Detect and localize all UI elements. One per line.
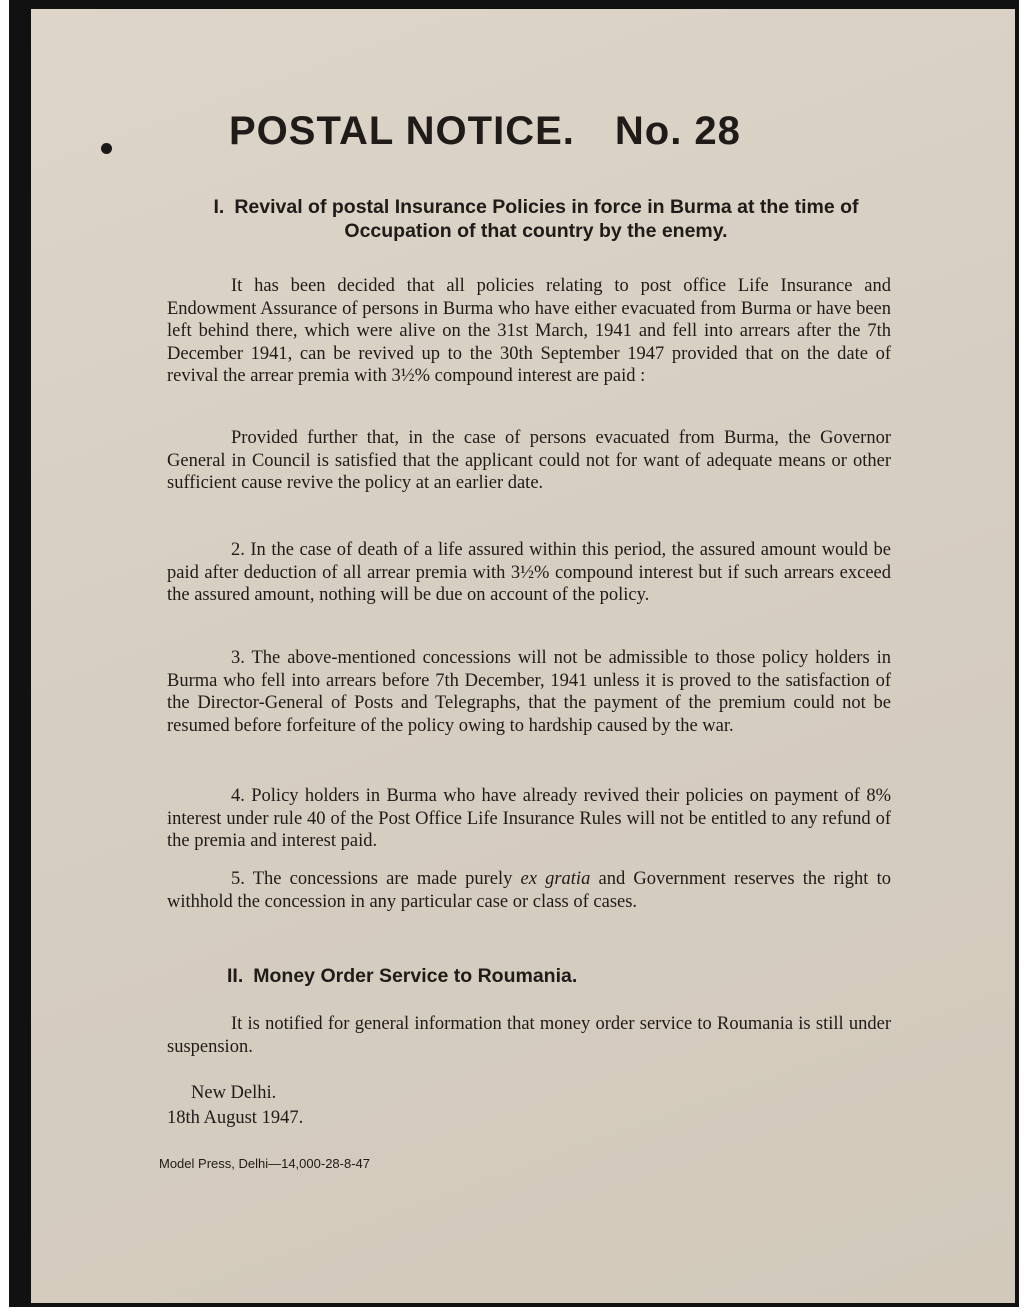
- section-1-numeral: I.: [213, 196, 225, 218]
- section-2-heading-text: Money Order Service to Roumania.: [253, 965, 578, 987]
- section-1-paragraph-4: 4. Policy holders in Burma who have already revived their policies on payment of 8% interest under rule 40 of the Post Office Life Insurance Rules will not be entitled to any refund of the premia and interest paid.: [167, 786, 891, 851]
- section-1-paragraph-3: 3. The above-mentioned concessions will not be admissible to those policy holders in Burma who fell into arrears before 7th December, 1941 unless it is proved to the satisfaction of the Director-General of Posts and Telegraphs, that the payment of the premium could not be resumed before forfeiture of the policy owing to hardship caused by the war.: [167, 648, 891, 736]
- section-1-paragraph-5: 5. The concessions are made purely ex gratia and Government reserves the right to withhold the concession in any particular case or class of cases.: [167, 869, 891, 912]
- punch-hole: [101, 143, 112, 154]
- issue-place: New Delhi.: [191, 1083, 277, 1103]
- notice-sheet: [31, 9, 1015, 1303]
- section-2-body: It is notified for general information that money order service to Roumania is still under suspension.: [167, 1014, 891, 1057]
- section-1-heading: [191, 195, 881, 243]
- notice-title: [229, 109, 869, 154]
- section-2-heading: [227, 964, 727, 988]
- ex-gratia-phrase: ex gratia: [520, 869, 591, 889]
- section-1-heading-text: Revival of postal Insurance Policies in force in Burma at the time of Occupation of that country by the enemy.: [234, 196, 859, 242]
- printer-imprint: Model Press, Delhi—14,000-28-8-47: [159, 1156, 370, 1171]
- section-2-numeral: II.: [227, 965, 244, 987]
- notice-number: No. 28: [614, 109, 741, 153]
- issue-date: 18th August 1947.: [167, 1108, 304, 1128]
- notice-title-text: POSTAL NOTICE.: [229, 109, 575, 153]
- section-1-intro: It has been decided that all policies relating to post office Life Insurance and Endowment Assurance of persons in Burma who have either evacuated from Burma or have been left behind there, which were alive on the 31st March, 1941 and fell into arrears after the 7th December 1941, can be revived up to the 30th September 1947 provided that on the date of revival the arrear premia with 3½% compound interest are paid :: [167, 276, 891, 386]
- section-1-proviso: Provided further that, in the case of persons evacuated from Burma, the Governor General in Council is satisfied that the applicant could not for want of adequate means or other sufficient cause revive the policy at an earlier date.: [167, 428, 891, 493]
- photo-border: [9, 0, 1019, 1307]
- section-1-paragraph-2: 2. In the case of death of a life assured within this period, the assured amount would be paid after deduction of all arrear premia with 3½% compound interest but if such arrears exceed the assured amount, nothing will be due on account of the policy.: [167, 540, 891, 605]
